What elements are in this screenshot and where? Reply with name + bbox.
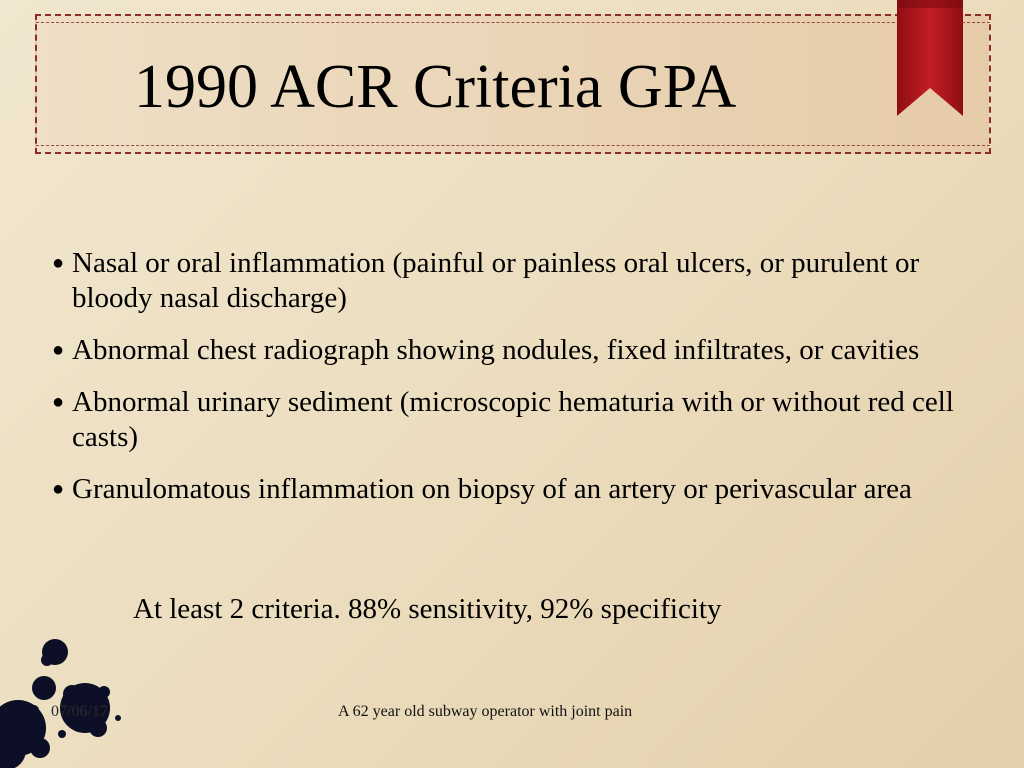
criterion-text: Nasal or oral inflammation (painful or painless oral ulcers, or purulent or bloody nasal discharge) bbox=[72, 247, 920, 314]
slide-title: 1990 ACR Criteria GPA bbox=[134, 53, 737, 121]
ink-splatter-decoration bbox=[0, 630, 130, 768]
footer-text: A 62 year old subway operator with joint pain bbox=[338, 703, 633, 720]
bookmark-ribbon-icon bbox=[897, 0, 963, 118]
bullet-icon: ● bbox=[52, 339, 65, 361]
criteria-summary: At least 2 criteria. 88% sensitivity, 92% specificity bbox=[133, 593, 722, 625]
list-item bbox=[52, 333, 982, 368]
footer-date: 07/06/17 bbox=[51, 703, 108, 720]
bullet-icon: ● bbox=[52, 252, 65, 274]
list-item bbox=[52, 472, 982, 507]
bullet-icon: ● bbox=[52, 478, 65, 500]
bullet-icon: ● bbox=[52, 391, 65, 413]
list-item bbox=[52, 385, 982, 455]
list-item bbox=[52, 246, 982, 316]
criteria-list bbox=[52, 246, 982, 524]
criterion-text: Abnormal urinary sediment (microscopic hematuria with or without red cell casts) bbox=[72, 386, 954, 453]
criterion-text: Granulomatous inflammation on biopsy of an artery or perivascular area bbox=[72, 473, 912, 505]
criterion-text: Abnormal chest radiograph showing nodules, fixed infiltrates, or cavities bbox=[72, 334, 920, 366]
